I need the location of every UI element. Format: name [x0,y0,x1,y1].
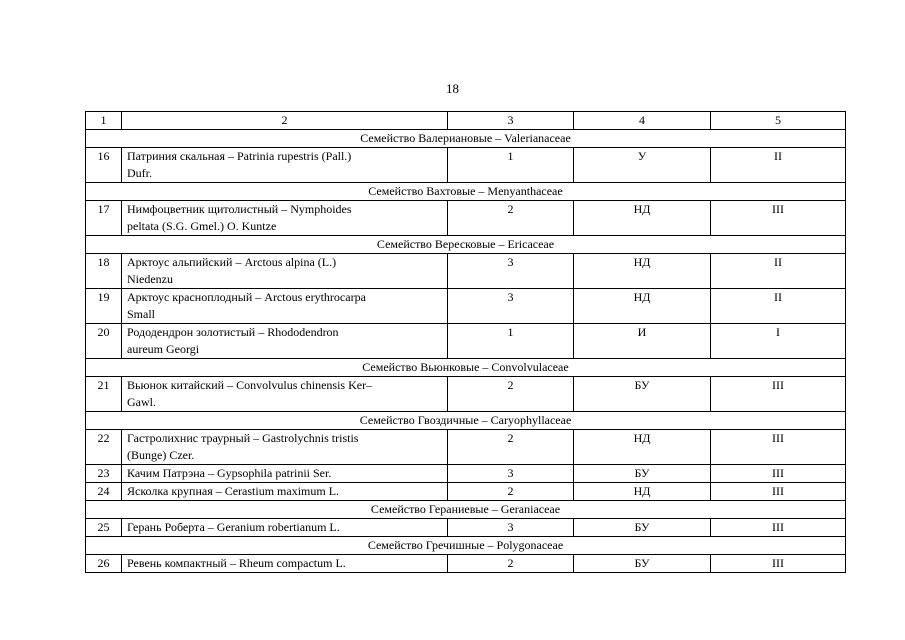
species-name-line: Рододендрон золотистый – Rhododendron [127,325,339,339]
column-5-value: III [711,377,846,412]
header-cell-4: 4 [574,112,711,130]
column-5-value: II [711,254,846,289]
row-number: 25 [86,519,122,537]
species-name [122,483,448,501]
column-3-value: 3 [448,289,574,324]
species-name [122,201,448,236]
column-5-value: III [711,519,846,537]
column-3-value: 1 [448,148,574,183]
species-row [86,519,846,537]
table-header-row [86,112,846,130]
column-3-value: 1 [448,324,574,359]
family-name: Семейство Гераниевые – Geraniaceae [86,501,846,519]
column-5-value: III [711,430,846,465]
species-row [86,324,846,359]
family-row [86,412,846,430]
species-name [122,254,448,289]
species-name [122,289,448,324]
header-cell-2: 2 [122,112,448,130]
column-4-value: И [574,324,711,359]
species-name-line: peltata (S.G. Gmel.) O. Kuntze [127,219,277,233]
family-row [86,130,846,148]
row-number: 24 [86,483,122,501]
species-name [122,555,448,573]
species-table [85,111,846,573]
row-number: 22 [86,430,122,465]
row-number: 23 [86,465,122,483]
species-name-line: Small [127,307,156,321]
column-4-value: БУ [574,555,711,573]
species-name [122,324,448,359]
species-name-line: Dufr. [127,166,152,180]
row-number: 21 [86,377,122,412]
column-3-value: 3 [448,254,574,289]
column-3-value: 2 [448,483,574,501]
species-row [86,430,846,465]
family-name: Семейство Вьюнковые – Convolvulaceae [86,359,846,377]
family-name: Семейство Валериановые – Valerianaceae [86,130,846,148]
species-name [122,148,448,183]
column-3-value: 2 [448,555,574,573]
column-4-value: НД [574,201,711,236]
species-name-line: Качим Патрэна – Gypsophila patrinii Ser. [127,466,332,480]
column-3-value: 2 [448,430,574,465]
column-3-value: 3 [448,465,574,483]
species-name-line: Gawl. [127,395,156,409]
row-number: 17 [86,201,122,236]
column-4-value: НД [574,254,711,289]
column-5-value: II [711,148,846,183]
page-number: 18 [446,81,459,96]
family-name: Семейство Вересковые – Ericaceae [86,236,846,254]
species-row [86,465,846,483]
species-name-line: Герань Роберта – Geranium robertianum L. [127,520,340,534]
column-5-value: III [711,483,846,501]
column-3-value: 2 [448,201,574,236]
column-3-value: 3 [448,519,574,537]
species-name-line: aureum Georgi [127,342,200,356]
family-name: Семейство Гвоздичные – Caryophyllaceae [86,412,846,430]
family-name: Семейство Гречишные – Polygonaceae [86,537,846,555]
column-4-value: НД [574,430,711,465]
species-name [122,465,448,483]
column-4-value: НД [574,289,711,324]
species-name-line: (Bunge) Czer. [127,448,195,462]
species-row [86,201,846,236]
column-5-value: III [711,201,846,236]
table-body [86,112,846,573]
species-name-line: Арктоус красноплодный – Arctous erythrocarpa [127,290,366,304]
family-row [86,501,846,519]
column-5-value: I [711,324,846,359]
species-row [86,289,846,324]
species-name-line: Нимфоцветник щитолистный – Nymphoides [127,202,352,216]
family-row [86,236,846,254]
row-number: 16 [86,148,122,183]
column-4-value: БУ [574,519,711,537]
family-name: Семейство Вахтовые – Menyanthaceae [86,183,846,201]
species-name [122,377,448,412]
species-name-line: Niedenzu [127,272,173,286]
family-row [86,359,846,377]
species-name [122,519,448,537]
species-name-line: Патриния скальная – Patrinia rupestris (Pall.) [127,149,352,163]
row-number: 19 [86,289,122,324]
header-cell-3: 3 [448,112,574,130]
species-row [86,377,846,412]
species-row [86,555,846,573]
family-row [86,183,846,201]
column-4-value: БУ [574,465,711,483]
header-cell-1: 1 [86,112,122,130]
header-cell-5: 5 [711,112,846,130]
species-row [86,254,846,289]
row-number: 20 [86,324,122,359]
column-5-value: III [711,555,846,573]
species-name-line: Вьюнок китайский – Convolvulus chinensis Ker– [127,378,373,392]
column-4-value: НД [574,483,711,501]
species-name-line: Ревень компактный – Rheum compactum L. [127,556,346,570]
column-5-value: III [711,465,846,483]
column-4-value: У [574,148,711,183]
column-3-value: 2 [448,377,574,412]
species-name-line: Ясколка крупная – Cerastium maximum L. [127,484,340,498]
species-name-line: Гастролихнис траурный – Gastrolychnis tristis [127,431,359,445]
species-name [122,430,448,465]
family-row [86,537,846,555]
row-number: 18 [86,254,122,289]
species-name-line: Арктоус альпийский – Arctous alpina (L.) [127,255,337,269]
species-row [86,483,846,501]
row-number: 26 [86,555,122,573]
species-row [86,148,846,183]
column-5-value: II [711,289,846,324]
column-4-value: БУ [574,377,711,412]
